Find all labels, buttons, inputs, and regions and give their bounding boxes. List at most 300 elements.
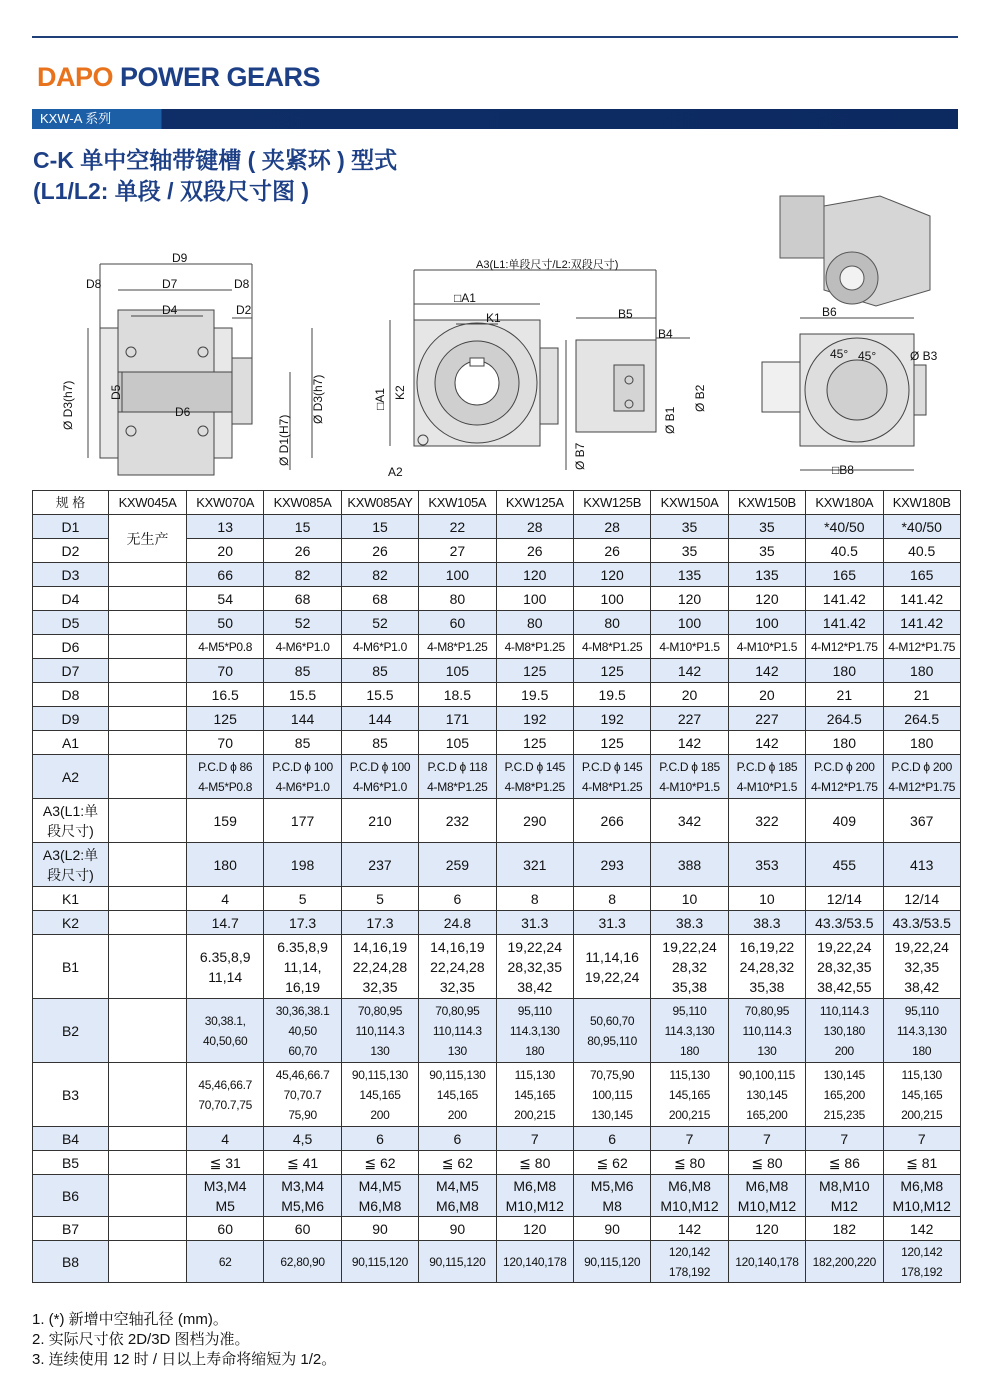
label-b4: B4 [658,327,673,341]
table-cell: 60 [187,1217,264,1241]
table-cell: 237 [341,843,418,887]
table-cell: 70,80,95 110,114.3 130 [341,999,418,1063]
table-cell: 322 [728,799,805,843]
table-cell: 13 [187,515,264,539]
table-row [33,659,961,683]
label-k1: K1 [486,311,501,325]
table-cell: 26 [264,539,341,563]
label-a1-side: □A1 [373,388,387,410]
table-cell: 455 [806,843,883,887]
table-cell: 177 [264,799,341,843]
row-label: D6 [33,635,109,659]
kxw045-empty [109,1127,187,1151]
row-label: A2 [33,755,109,799]
label-b6: B6 [822,305,837,319]
table-cell: 120 [573,563,650,587]
table-cell: 342 [651,799,728,843]
table-cell: 21 [806,683,883,707]
label-a2: A2 [388,465,403,479]
header-model: KXW105A [419,491,496,515]
table-cell: M3,M4 M5 [187,1175,264,1217]
label-a3: A3(L1:单段尺寸/L2:双段尺寸) [476,259,619,271]
table-cell: 259 [419,843,496,887]
table-cell: 141.42 [883,611,960,635]
kxw045-note: 无生产 [109,515,187,563]
table-cell: 141.42 [883,587,960,611]
kxw045-empty [109,911,187,935]
table-cell: 70 [187,731,264,755]
table-cell: 95,110 114.3,130 180 [496,999,573,1063]
table-cell: 8 [573,887,650,911]
table-cell: 7 [883,1127,960,1151]
table-cell: 100 [728,611,805,635]
table-cell: 120 [496,563,573,587]
table-cell: 21 [883,683,960,707]
table-cell: 141.42 [806,611,883,635]
table-row [33,1241,961,1283]
table-cell: ≦ 86 [806,1151,883,1175]
table-cell: 4 [187,1127,264,1151]
table-cell: 27 [419,539,496,563]
table-cell: 142 [728,731,805,755]
table-cell: 4-M5*P0.8 [187,635,264,659]
table-cell: 43.3/53.5 [806,911,883,935]
table-cell: 52 [264,611,341,635]
page-title: C-K 单中空轴带键槽 ( 夹紧环 ) 型式 [33,147,398,173]
table-row [33,611,961,635]
table-cell: 165 [806,563,883,587]
table-cell: 266 [573,799,650,843]
table-cell: 30,38.1, 40,50,60 [187,999,264,1063]
table-cell: 159 [187,799,264,843]
label-b8: □B8 [832,463,854,477]
table-cell: 180 [806,731,883,755]
table-cell: 14,16,19 22,24,28 32,35 [341,935,418,999]
table-cell: P.C.D ϕ 118 4-M8*P1.25 [419,755,496,799]
table-cell: 142 [651,659,728,683]
gearbox-side-view [390,270,690,470]
table-cell: 100 [496,587,573,611]
table-cell: 105 [419,731,496,755]
notes [32,1310,336,1370]
table-cell: 19,22,24 32,35 38,42 [883,935,960,999]
table-cell: 180 [806,659,883,683]
table-cell: 4-M8*P1.25 [419,635,496,659]
table-cell: 293 [573,843,650,887]
table-cell: 31.3 [496,911,573,935]
table-cell: 95,110 114.3,130 180 [883,999,960,1063]
label-d5: D5 [109,384,123,400]
table-cell: 6.35,8,9 11,14, 16,19 [264,935,341,999]
table-row [33,731,961,755]
table-cell: 80 [496,611,573,635]
table-cell: 62,80,90 [264,1241,341,1283]
kxw045-empty [109,1151,187,1175]
table-cell: 142 [883,1217,960,1241]
row-label: K1 [33,887,109,911]
table-cell: *40/50 [883,515,960,539]
table-cell: 120 [728,1217,805,1241]
table-cell: 4-M8*P1.25 [573,635,650,659]
label-b5: B5 [618,307,633,321]
table-cell: 82 [341,563,418,587]
table-row [33,799,961,843]
table-cell: 35 [728,539,805,563]
table-cell: P.C.D ϕ 145 4-M8*P1.25 [496,755,573,799]
table-cell: ≦ 62 [341,1151,418,1175]
table-cell: 60 [419,611,496,635]
table-cell: 182,200,220 [806,1241,883,1283]
table-cell: 70 [187,659,264,683]
table-cell: 85 [341,659,418,683]
table-cell: 35 [651,515,728,539]
table-row [33,755,961,799]
table-cell: M5,M6 M8 [573,1175,650,1217]
table-row [33,843,961,887]
table-cell: 14,16,19 22,24,28 32,35 [419,935,496,999]
table-cell: 100 [573,587,650,611]
table-row [33,587,961,611]
table-cell: 388 [651,843,728,887]
table-cell: 15 [341,515,418,539]
table-cell: 120 [496,1217,573,1241]
table-cell: *40/50 [806,515,883,539]
table-row [33,1151,961,1175]
table-cell: 165 [883,563,960,587]
table-cell: 409 [806,799,883,843]
table-cell: 192 [496,707,573,731]
label-d3-right: Ø D3(h7) [311,374,325,424]
row-label: D8 [33,683,109,707]
header-model: KXW150A [651,491,728,515]
row-label: D7 [33,659,109,683]
table-cell: 70,75,90 100,115 130,145 [573,1063,650,1127]
table-cell: 90 [341,1217,418,1241]
table-cell: 17.3 [264,911,341,935]
label-k2: K2 [393,385,407,400]
table-cell: 54 [187,587,264,611]
row-label: B5 [33,1151,109,1175]
table-row [33,935,961,999]
table-cell: 290 [496,799,573,843]
table-cell: 6 [341,1127,418,1151]
table-cell: 180 [883,659,960,683]
row-label: B3 [33,1063,109,1127]
table-cell: ≦ 41 [264,1151,341,1175]
table-cell: 38.3 [728,911,805,935]
header-model: KXW125B [573,491,650,515]
table-cell: 50,60,70 80,95,110 [573,999,650,1063]
table-cell: 20 [187,539,264,563]
table-cell: 35 [651,539,728,563]
table-cell: 15.5 [341,683,418,707]
table-cell: 125 [496,659,573,683]
kxw045-empty [109,635,187,659]
table-cell: 70,80,95 110,114.3 130 [728,999,805,1063]
top-rule [32,36,958,38]
table-row [33,911,961,935]
table-cell: 10 [651,887,728,911]
kxw045-empty [109,843,187,887]
table-cell: 4-M6*P1.0 [264,635,341,659]
header-model: KXW150B [728,491,805,515]
table-cell: 120,140,178 [496,1241,573,1283]
table-cell: 26 [341,539,418,563]
label-a1-top: □A1 [454,291,476,305]
row-label: A3(L1:单 段尺寸) [33,799,109,843]
table-cell: 120 [651,587,728,611]
table-cell: 4-M12*P1.75 [806,635,883,659]
kxw045-empty [109,563,187,587]
table-row [33,563,961,587]
table-cell: 264.5 [883,707,960,731]
table-cell: 6 [419,1127,496,1151]
kxw045-empty [109,999,187,1063]
table-cell: 6.35,8,9 11,14 [187,935,264,999]
row-label: D9 [33,707,109,731]
table-cell: P.C.D ϕ 200 4-M12*P1.75 [806,755,883,799]
row-label: B1 [33,935,109,999]
row-label: B7 [33,1217,109,1241]
table-cell: 5 [341,887,418,911]
kxw045-empty [109,683,187,707]
table-cell: 14.7 [187,911,264,935]
table-cell: 62 [187,1241,264,1283]
table-cell: 30,36,38.1 40,50 60,70 [264,999,341,1063]
row-label: D1 [33,515,109,539]
table-cell: 5 [264,887,341,911]
table-cell: 198 [264,843,341,887]
kxw045-empty [109,587,187,611]
table-cell: 19,22,24 28,32,35 38,42 [496,935,573,999]
header-model: KXW180A [806,491,883,515]
table-cell: M3,M4 M5,M6 [264,1175,341,1217]
table-cell: 142 [651,1217,728,1241]
table-cell: 413 [883,843,960,887]
table-cell: 35 [728,515,805,539]
table-cell: M6,M8 M10,M12 [728,1175,805,1217]
kxw045-empty [109,1241,187,1283]
table-cell: 125 [573,659,650,683]
table-cell: 80 [419,587,496,611]
table-cell: 18.5 [419,683,496,707]
kxw045-empty [109,707,187,731]
row-label: D2 [33,539,109,563]
table-row [33,683,961,707]
row-label: D3 [33,563,109,587]
table-cell: P.C.D ϕ 145 4-M8*P1.25 [573,755,650,799]
brand-logo [37,62,320,93]
table-cell: 11,14,16 19,22,24 [573,935,650,999]
table-cell: M6,M8 M10,M12 [883,1175,960,1217]
table-cell: 19.5 [573,683,650,707]
row-label: A3(L2:单 段尺寸) [33,843,109,887]
table-cell: 4-M6*P1.0 [341,635,418,659]
table-cell: 120,140,178 [728,1241,805,1283]
label-b7: Ø B7 [573,442,587,470]
label-d2: D2 [236,303,252,317]
table-cell: 40.5 [883,539,960,563]
table-cell: 66 [187,563,264,587]
table-cell: 180 [187,843,264,887]
table-cell: 31.3 [573,911,650,935]
table-cell: 120 [728,587,805,611]
table-row [33,1217,961,1241]
table-cell: 6 [573,1127,650,1151]
table-cell: 28 [496,515,573,539]
note-1: 1. (*) 新增中空轴孔径 (mm)。 [32,1311,228,1328]
table-cell: 90,115,130 145,165 200 [419,1063,496,1127]
table-cell: M6,M8 M10,M12 [651,1175,728,1217]
table-cell: M4,M5 M6,M8 [419,1175,496,1217]
table-cell: 15.5 [264,683,341,707]
table-cell: ≦ 62 [573,1151,650,1175]
table-cell: 43.3/53.5 [883,911,960,935]
table-cell: 7 [651,1127,728,1151]
table-cell: 125 [187,707,264,731]
table-cell: 135 [651,563,728,587]
table-cell: 4 [187,887,264,911]
table-cell: 182 [806,1217,883,1241]
table-cell: 40.5 [806,539,883,563]
kxw045-empty [109,731,187,755]
table-cell: 22 [419,515,496,539]
label-angle1: 45° [830,347,849,361]
table-cell: 90,115,120 [573,1241,650,1283]
table-cell: 17.3 [341,911,418,935]
table-cell: 227 [651,707,728,731]
table-cell: 20 [728,683,805,707]
table-cell: ≦ 80 [651,1151,728,1175]
table-cell: 115,130 145,165 200,215 [651,1063,728,1127]
table-cell: 125 [496,731,573,755]
table-cell: 180 [883,731,960,755]
row-label: B2 [33,999,109,1063]
table-cell: 38.3 [651,911,728,935]
table-cell: 8 [496,887,573,911]
label-d3-left: Ø D3(h7) [61,380,75,430]
table-cell: 4-M10*P1.5 [651,635,728,659]
table-cell: 10 [728,887,805,911]
table-cell: 100 [419,563,496,587]
table-cell: P.C.D ϕ 200 4-M12*P1.75 [883,755,960,799]
note-3: 3. 连续使用 12 时 / 日以上寿命将缩短为 1/2。 [32,1351,337,1368]
table-cell: P.C.D ϕ 185 4-M10*P1.5 [651,755,728,799]
kxw045-empty [109,755,187,799]
table-cell: 321 [496,843,573,887]
label-d7: D7 [162,277,178,291]
table-cell: 4-M10*P1.5 [728,635,805,659]
table-cell: 171 [419,707,496,731]
table-cell: ≦ 80 [728,1151,805,1175]
table-row [33,635,961,659]
header-model: KXW085AY [341,491,418,515]
table-cell: 142 [728,659,805,683]
table-cell: 367 [883,799,960,843]
table-cell: 7 [496,1127,573,1151]
table-cell: 192 [573,707,650,731]
table-row [33,515,961,539]
table-row [33,1175,961,1217]
kxw045-empty [109,935,187,999]
header-model: KXW180B [883,491,960,515]
table-cell: 50 [187,611,264,635]
table-cell: 19,22,24 28,32,35 38,42,55 [806,935,883,999]
label-d9: D9 [172,251,188,265]
table-cell: 7 [806,1127,883,1151]
table-cell: 45,46,66.7 70,70.7 75,90 [264,1063,341,1127]
table-cell: 80 [573,611,650,635]
label-d8a: D8 [86,277,102,291]
series-bar [32,109,958,129]
brand-part1: DAPO [37,62,114,92]
table-row [33,1127,961,1151]
table-cell: 52 [341,611,418,635]
table-cell: 82 [264,563,341,587]
table-cell: 4,5 [264,1127,341,1151]
page-subtitle: (L1/L2: 单段 / 双段尺寸图 ) [33,178,309,204]
table-cell: 115,130 145,165 200,215 [496,1063,573,1127]
gearbox-iso-view [780,196,930,306]
table-cell: 130,145 165,200 215,235 [806,1063,883,1127]
table-row [33,707,961,731]
table-cell: 90,115,120 [419,1241,496,1283]
row-label: B6 [33,1175,109,1217]
table-cell: 90 [573,1217,650,1241]
table-cell: 85 [341,731,418,755]
table-cell: 12/14 [806,887,883,911]
row-label: B4 [33,1127,109,1151]
table-cell: 120,142 178,192 [651,1241,728,1283]
table-cell: 4-M12*P1.75 [883,635,960,659]
table-cell: ≦ 80 [496,1151,573,1175]
table-cell: ≦ 81 [883,1151,960,1175]
kxw045-empty [109,1175,187,1217]
table-cell: 19.5 [496,683,573,707]
table-cell: M6,M8 M10,M12 [496,1175,573,1217]
table-cell: 20 [651,683,728,707]
table-cell: 227 [728,707,805,731]
table-cell: 12/14 [883,887,960,911]
table-cell: 16,19,22 24,28,32 35,38 [728,935,805,999]
table-cell: 85 [264,659,341,683]
table-cell: P.C.D ϕ 100 4-M6*P1.0 [341,755,418,799]
table-cell: 135 [728,563,805,587]
row-label: A1 [33,731,109,755]
table-cell: 210 [341,799,418,843]
kxw045-empty [109,1217,187,1241]
table-cell: 90,115,120 [341,1241,418,1283]
header-model: KXW070A [187,491,264,515]
label-d6: D6 [175,405,191,419]
technical-drawing [0,190,990,490]
table-cell: 4-M8*P1.25 [496,635,573,659]
header-model: KXW085A [264,491,341,515]
table-cell: 7 [728,1127,805,1151]
table-cell: M8,M10 M12 [806,1175,883,1217]
note-2: 2. 实际尺寸依 2D/3D 图档为准。 [32,1331,250,1348]
series-label: KXW-A 系列 [40,111,112,126]
table-cell: ≦ 31 [187,1151,264,1175]
table-cell: 15 [264,515,341,539]
label-d4: D4 [162,303,178,317]
table-cell: 125 [573,731,650,755]
table-cell: 100 [651,611,728,635]
table-cell: 264.5 [806,707,883,731]
table-cell: 144 [264,707,341,731]
table-cell: 24.8 [419,911,496,935]
table-cell: M4,M5 M6,M8 [341,1175,418,1217]
